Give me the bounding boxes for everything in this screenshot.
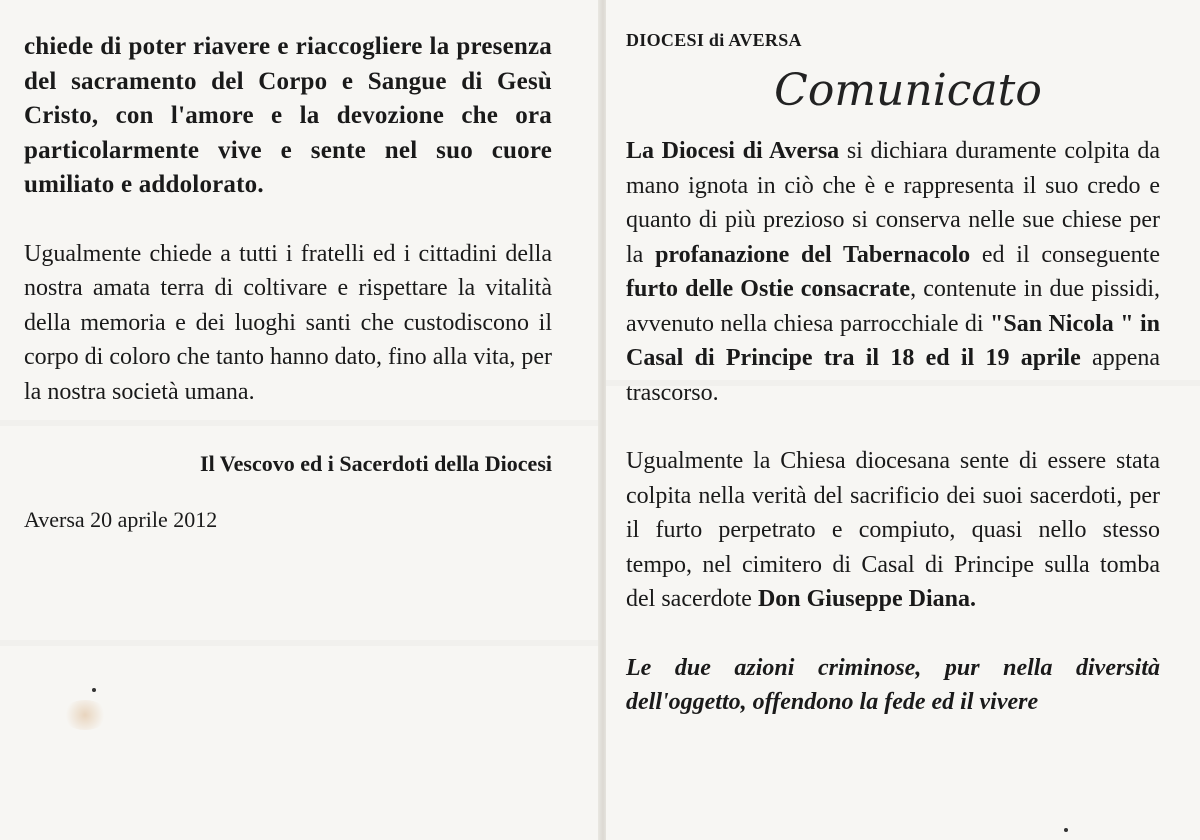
bold-phrase: furto delle Ostie consacrate (626, 276, 911, 302)
body-text: Ugualmente la Chiesa diocesana sente di essere stata colpita nella verità del sacrificio dei suoi sacerdoti, per il furto perpetrato e compiuto, quasi nello stesso tempo, nel cimitero di Casal di Principe sulla tomba del sacerdote (626, 448, 1160, 612)
paper-stain (62, 700, 108, 730)
body-text: ed il conseguente (970, 241, 1160, 268)
left-paragraph-2: Ugualmente chiede a tutti i fratelli ed i cittadini della nostra amata terra di coltivare e rispettare la vitalità della memoria e dei luoghi santi che custodiscono il corpo di coloro che tanto hanno dato, fino alla vita, per la nostra società umana. (24, 240, 552, 405)
bleed-through (0, 640, 600, 646)
paper-speck (92, 688, 96, 692)
right-page (606, 0, 1200, 840)
signature: Il Vescovo ed i Sacerdoti della Diocesi (200, 451, 552, 476)
date-line: Aversa 20 aprile 2012 (24, 507, 218, 532)
right-paragraph-1 (626, 134, 1160, 410)
bold-phrase: La Diocesi di Aversa (626, 138, 840, 164)
bold-phrase: profanazione del Tabernacolo (655, 241, 971, 268)
body-text: si dichiara duramente colpita da mano ignota in ciò che è e rappresenta il suo credo e quanto di più prezioso si conserva nelle sue chiese per la (626, 138, 1160, 268)
bold-phrase: "San Nicola " in Casal di Principe tra il 18 ed il 19 aprile (626, 310, 1161, 371)
diocese-label: DIOCESI di AVERSA (626, 30, 802, 50)
bold-phrase: Don Giuseppe Diana. (757, 586, 976, 612)
body-text: appena trascorso. (626, 345, 1160, 406)
body-text: , contenute in due pissidi, avvenuto nella chiesa parrocchiale di (626, 276, 1160, 337)
bleed-through (0, 420, 600, 426)
bleed-through (606, 380, 1200, 386)
left-paragraph-1: chiede di poter riavere e riaccogliere la presenza del sacramento del Corpo e Sangue di Gesù Cristo, con l'amore e la devozione che ora particolarmente vive e sente nel suo cuore umiliato e addolorato. (24, 33, 552, 198)
right-paragraph-2 (626, 444, 1160, 617)
paper-speck (1064, 828, 1068, 832)
page-title: Comunicato (774, 65, 1042, 116)
right-paragraph-3: Le due azioni criminose, pur nella diversità dell'oggetto, offendono la fede ed il vivere (626, 654, 1160, 715)
